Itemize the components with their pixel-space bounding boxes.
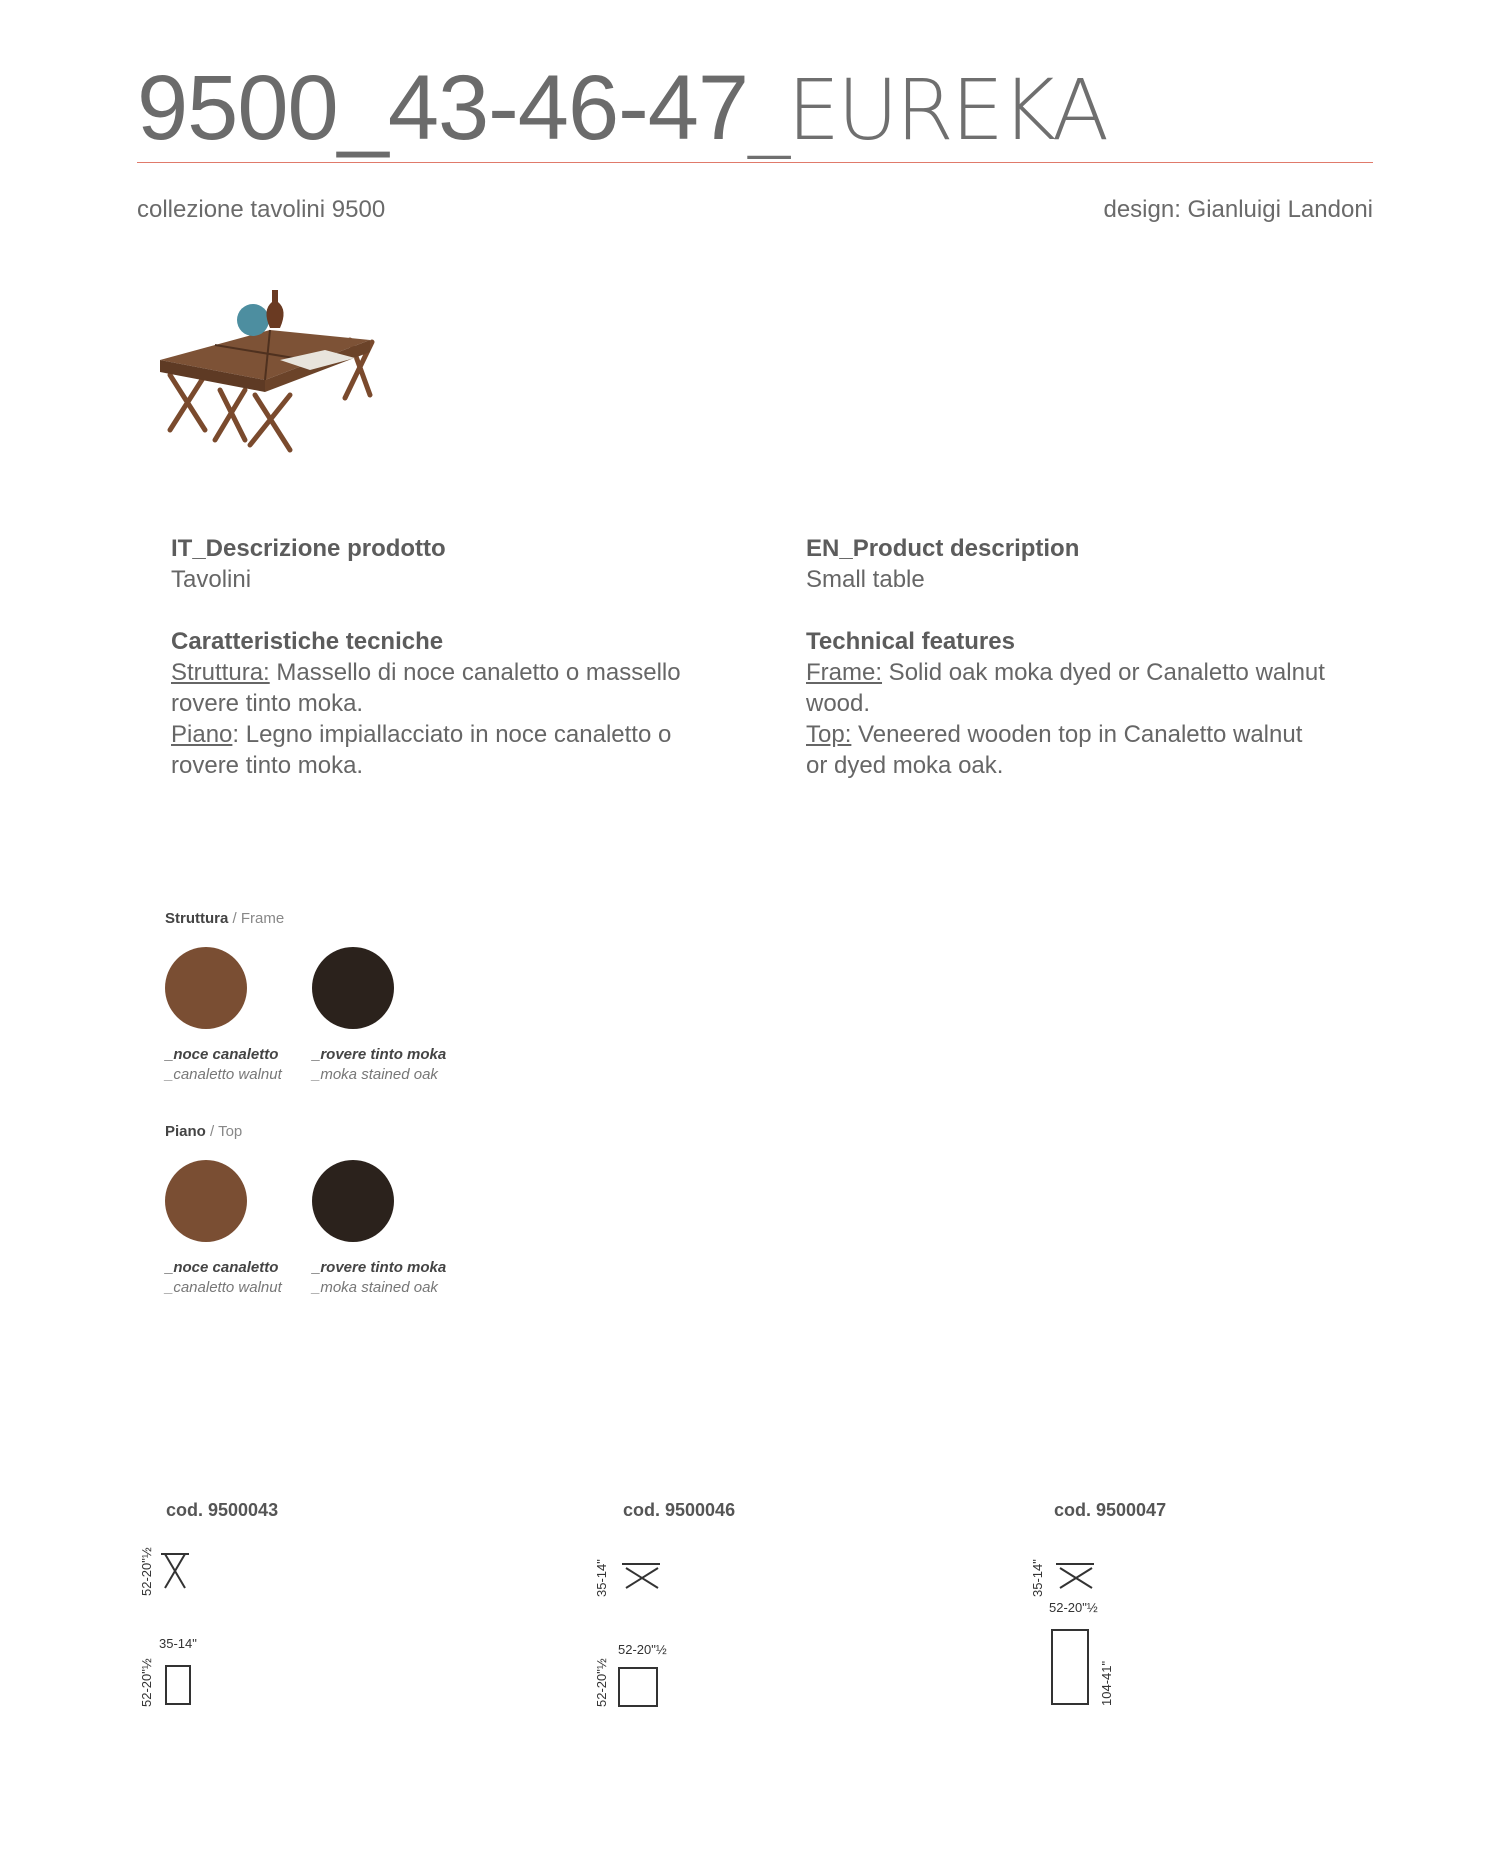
dim-height-9500047: 35-14" [1030,1559,1045,1597]
features-it-frame [171,657,691,719]
code-9500046: cod. 9500046 [623,1500,736,1520]
code-9500043: cod. 9500043 [166,1500,279,1520]
swatch-frame-moka[interactable] [312,947,394,1029]
swatch-top-moka[interactable] [312,1160,394,1242]
dim-width-9500043: 35-14" [159,1636,197,1651]
page-title [137,57,1107,159]
top-finishes-label-it: Piano [165,1123,206,1140]
swatch-top-moka-label [312,1258,446,1298]
description-it [171,533,691,781]
dim-length-9500047: 104-41" [1099,1660,1114,1706]
features-en-frame [806,657,1326,719]
frame-finishes-label-en: / Frame [228,910,285,927]
top-view-9500046 [615,1664,665,1710]
top-finishes-label [165,1123,242,1140]
swatch-top-noce-label [165,1258,282,1298]
swatch-name-en: _canaletto walnut [165,1066,282,1083]
swatch-name-it: _noce canaletto [165,1259,279,1276]
features-it-heading: Caratteristiche tecniche [171,628,444,655]
dim-height-9500043: 52-20"½ [139,1547,154,1596]
product-image [150,280,380,460]
swatch-name-it: _noce canaletto [165,1046,279,1063]
features-en-top [806,719,1326,781]
code-9500047: cod. 9500047 [1054,1500,1167,1520]
frame-it-label: Struttura: [171,659,270,686]
frame-en-text: Solid oak moka dyed or Canaletto walnut wood. [806,659,1325,717]
dim-depth-9500043: 52-20"½ [139,1658,154,1707]
swatch-name-en: _canaletto walnut [165,1279,282,1296]
swatch-name-en: _moka stained oak [312,1066,438,1083]
top-it-text: : Legno impiallacciato in noce canaletto o rovere tinto moka. [171,721,672,779]
description-en [806,533,1326,781]
side-view-9500046 [616,1560,666,1594]
swatch-name-it: _rovere tinto moka [312,1259,447,1276]
title-underline [137,162,1373,163]
description-en-heading: EN_Product description [806,535,1080,562]
swatch-name-it: _rovere tinto moka [312,1046,447,1063]
dim-width-9500047: 52-20"½ [1049,1600,1098,1615]
description-it-heading: IT_Descrizione prodotto [171,535,446,562]
top-en-text: Veneered wooden top in Canaletto walnut or dyed moka oak. [806,721,1303,779]
features-it-top [171,719,691,781]
top-finishes-label-en: / Top [205,1123,243,1140]
designer-credit: design: Gianluigi Landoni [1103,196,1373,223]
dim-depth-9500046: 52-20"½ [594,1658,609,1707]
swatch-name-en: _moka stained oak [312,1279,438,1296]
swatch-frame-moka-label [312,1045,446,1085]
side-view-9500043 [155,1550,195,1592]
title-suffix: _EUREKA [748,61,1107,159]
swatch-top-noce[interactable] [165,1160,247,1242]
top-en-label: Top: [806,721,852,748]
title-main: 9500_43-46-47 [137,57,749,159]
top-view-9500043 [160,1662,196,1708]
description-it-product: Tavolini [171,566,252,593]
frame-finishes-label-it: Struttura [165,910,229,927]
frame-en-label: Frame: [806,659,883,686]
frame-finishes-label [165,910,284,927]
dim-height-9500046: 35-14" [594,1559,609,1597]
swatch-frame-noce[interactable] [165,947,247,1029]
collection-name: collezione tavolini 9500 [137,196,386,223]
top-view-9500047 [1048,1626,1094,1708]
frame-it-text: Massello di noce canaletto o massello rovere tinto moka. [171,659,681,717]
swatch-frame-noce-label [165,1045,282,1085]
top-it-label: Piano [171,721,233,748]
dim-width-9500046: 52-20"½ [618,1642,667,1657]
description-en-product: Small table [806,566,925,593]
side-view-9500047 [1050,1560,1100,1594]
features-en-heading: Technical features [806,628,1015,655]
